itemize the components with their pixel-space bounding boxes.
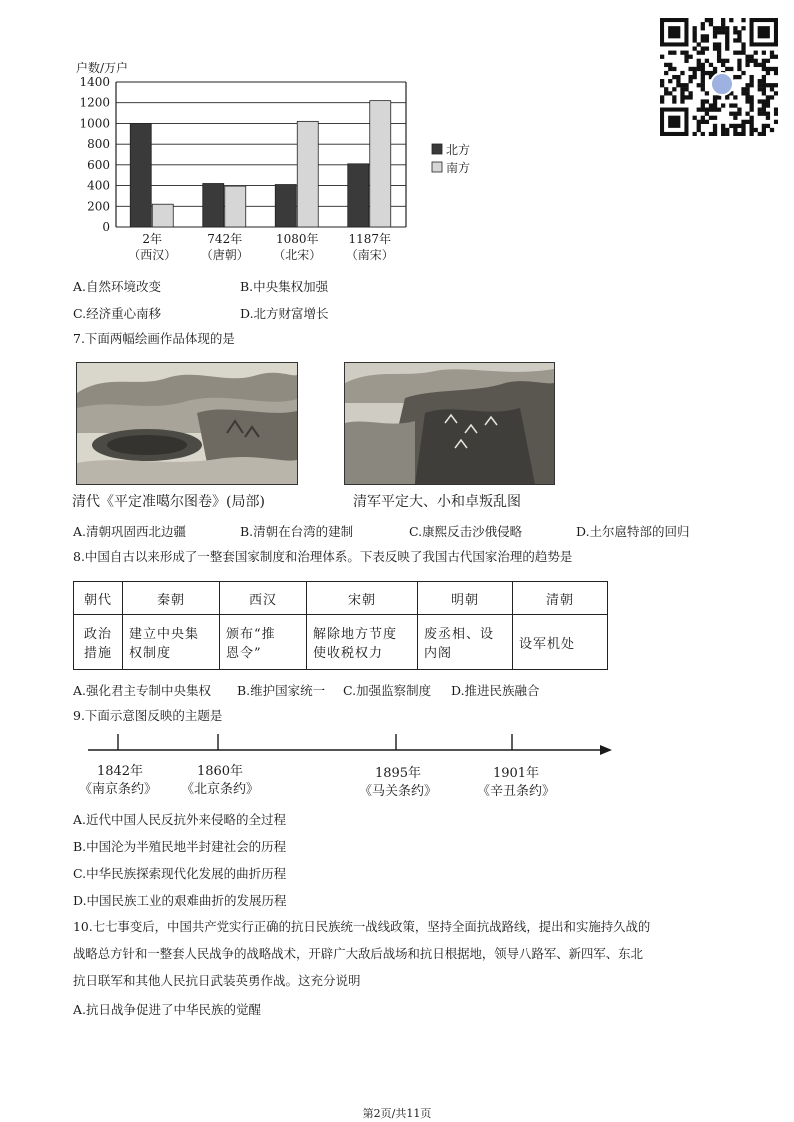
measure-line: 废丞相、设 — [424, 627, 495, 642]
bar-南方-1080年 — [297, 121, 318, 227]
legend-swatch — [432, 162, 442, 172]
measure-line: 设军机处 — [519, 636, 576, 652]
timeline-treaty-nanjing: 《南京条约》 — [78, 782, 157, 797]
q7-option-a: A.清朝巩固西北边疆 — [73, 524, 187, 539]
q6-option-c: C.经济重心南移 — [73, 306, 162, 321]
timeline-year-1842: 1842年 — [96, 764, 144, 779]
bar-北方-1080年 — [275, 185, 296, 227]
q7-option-d: D.土尔扈特部的回归 — [576, 524, 690, 539]
header-ming: 明朝 — [418, 582, 513, 615]
header-xihan: 西汉 — [220, 582, 307, 615]
legend-swatch — [432, 144, 442, 154]
timeline-axis — [88, 733, 618, 759]
timeline-treaty-xinchou: 《辛丑条约》 — [476, 784, 555, 799]
q6-option-a: A.自然环境改变 — [73, 279, 162, 294]
row-label-line2: 措施 — [83, 646, 112, 661]
landscape-painting-icon — [77, 363, 297, 484]
q10-option-a: A.抗日战争促进了中华民族的觉醒 — [73, 1002, 262, 1017]
y-tick-label: 0 — [102, 220, 110, 234]
x-tick-sublabel: （西汉） — [128, 248, 177, 262]
bar-南方-1187年 — [370, 101, 391, 227]
q10-stem-line1: 10.七七事变后，中国共产党实行正确的抗日民族统一战线政策，坚持全面抗战路线，提出和实施持久战的 — [73, 919, 651, 934]
q7-caption-left: 清代《平定准噶尔图卷》(局部) — [72, 494, 265, 510]
header-song: 宋朝 — [307, 582, 418, 615]
measure-qing — [513, 615, 608, 670]
measure-line: 建立中央集 — [129, 627, 200, 642]
measure-song — [307, 615, 418, 670]
bar-南方-2年 — [152, 204, 173, 227]
table-header-row — [74, 582, 608, 615]
timeline-year-1895: 1895年 — [374, 766, 422, 781]
q8-option-a: A.强化君主专制中央集权 — [73, 683, 212, 698]
y-axis-ticks — [79, 75, 110, 234]
header-qin: 秦朝 — [123, 582, 220, 615]
chart-bars — [130, 101, 391, 227]
timeline-year-1860: 1860年 — [196, 764, 244, 779]
x-tick-sublabel: （南宋） — [345, 248, 394, 262]
x-tick-label: 2年 — [142, 232, 163, 246]
row-label-line1: 政治 — [83, 627, 112, 642]
legend-label: 南方 — [446, 161, 470, 175]
header-qing: 清朝 — [513, 582, 608, 615]
bar-北方-1187年 — [348, 164, 369, 227]
q9-option-a: A.近代中国人民反抗外来侵略的全过程 — [73, 812, 287, 827]
timeline-year-1901: 1901年 — [492, 766, 540, 781]
household-bar-chart — [70, 56, 470, 271]
q8-stem: 8.中国自古以来形成了一整套国家制度和治理体系。下表反映了我国古代国家治理的趋势是 — [73, 549, 573, 564]
qr-code-icon — [660, 18, 778, 136]
bar-北方-742年 — [203, 184, 224, 228]
painting-pingding-hezhuo — [344, 362, 555, 485]
measure-line: 使收税权力 — [313, 646, 384, 661]
row-label-dynasty: 朝代 — [74, 582, 123, 615]
q7-stem: 7.下面两幅绘画作品体现的是 — [73, 331, 235, 346]
measure-xihan — [220, 615, 307, 670]
table-measures-row — [74, 615, 608, 670]
measure-line: 权制度 — [129, 646, 172, 661]
timeline-treaty-beijing: 《北京条约》 — [180, 782, 259, 797]
y-tick-label: 1200 — [79, 95, 110, 110]
chart-legend — [432, 142, 470, 175]
q8-option-c: C.加强监察制度 — [343, 683, 432, 698]
q8-option-d: D.推进民族融合 — [451, 683, 540, 698]
q6-option-d: D.北方财富增长 — [240, 306, 329, 321]
page-footer: 第2页/共11页 — [362, 1107, 432, 1120]
y-tick-label: 200 — [87, 199, 110, 214]
governance-table — [73, 581, 608, 670]
legend-label: 北方 — [446, 143, 470, 157]
measure-qin — [123, 615, 220, 670]
measure-line: 解除地方节度 — [313, 627, 398, 642]
y-tick-label: 800 — [87, 137, 110, 152]
timeline-treaty-maguan: 《马关条约》 — [358, 784, 437, 799]
q8-option-b: B.维护国家统一 — [237, 683, 326, 698]
q7-caption-right: 清军平定大、小和卓叛乱图 — [353, 494, 521, 510]
q7-option-b: B.清朝在台湾的建制 — [240, 524, 354, 539]
y-tick-label: 400 — [87, 178, 110, 193]
arrow-right-icon — [600, 745, 612, 755]
q10-stem-line2: 战略总方针和一整套人民战争的战略战术，开辟广大敌后战场和抗日根据地，领导八路军、新四军、东北 — [73, 946, 643, 961]
q9-option-b: B.中国沦为半殖民地半封建社会的历程 — [73, 839, 287, 854]
q9-option-c: C.中华民族探索现代化发展的曲折历程 — [73, 866, 287, 881]
bar-北方-2年 — [130, 123, 151, 227]
q6-option-b: B.中央集权加强 — [240, 279, 329, 294]
x-tick-label: 1187年 — [348, 232, 392, 246]
x-tick-sublabel: （北宋） — [273, 248, 322, 262]
measure-line: 恩令” — [226, 646, 262, 661]
y-axis-title: 户数/万户 — [76, 61, 129, 75]
q9-stem: 9.下面示意图反映的主题是 — [73, 708, 223, 723]
measure-line: 颁布“推 — [226, 627, 276, 642]
painting-pingding-zhungeer — [76, 362, 298, 485]
y-tick-label: 1400 — [79, 75, 110, 89]
measure-line: 内阁 — [424, 646, 453, 661]
x-tick-sublabel: （唐朝） — [200, 248, 249, 262]
measure-ming — [418, 615, 513, 670]
row-label-measures — [74, 615, 123, 670]
q9-option-d: D.中国民族工业的艰难曲折的发展历程 — [73, 893, 287, 908]
q10-stem-line3: 抗日联军和其他人民抗日武装英勇作战。这充分说明 — [73, 973, 361, 988]
y-tick-label: 1000 — [79, 116, 110, 131]
x-tick-label: 742年 — [207, 232, 243, 246]
y-tick-label: 600 — [87, 157, 110, 172]
battle-painting-icon — [345, 363, 554, 484]
q7-option-c: C.康熙反击沙俄侵略 — [409, 524, 523, 539]
x-axis-labels — [128, 231, 394, 262]
x-tick-label: 1080年 — [275, 232, 319, 246]
bar-南方-742年 — [225, 186, 246, 227]
